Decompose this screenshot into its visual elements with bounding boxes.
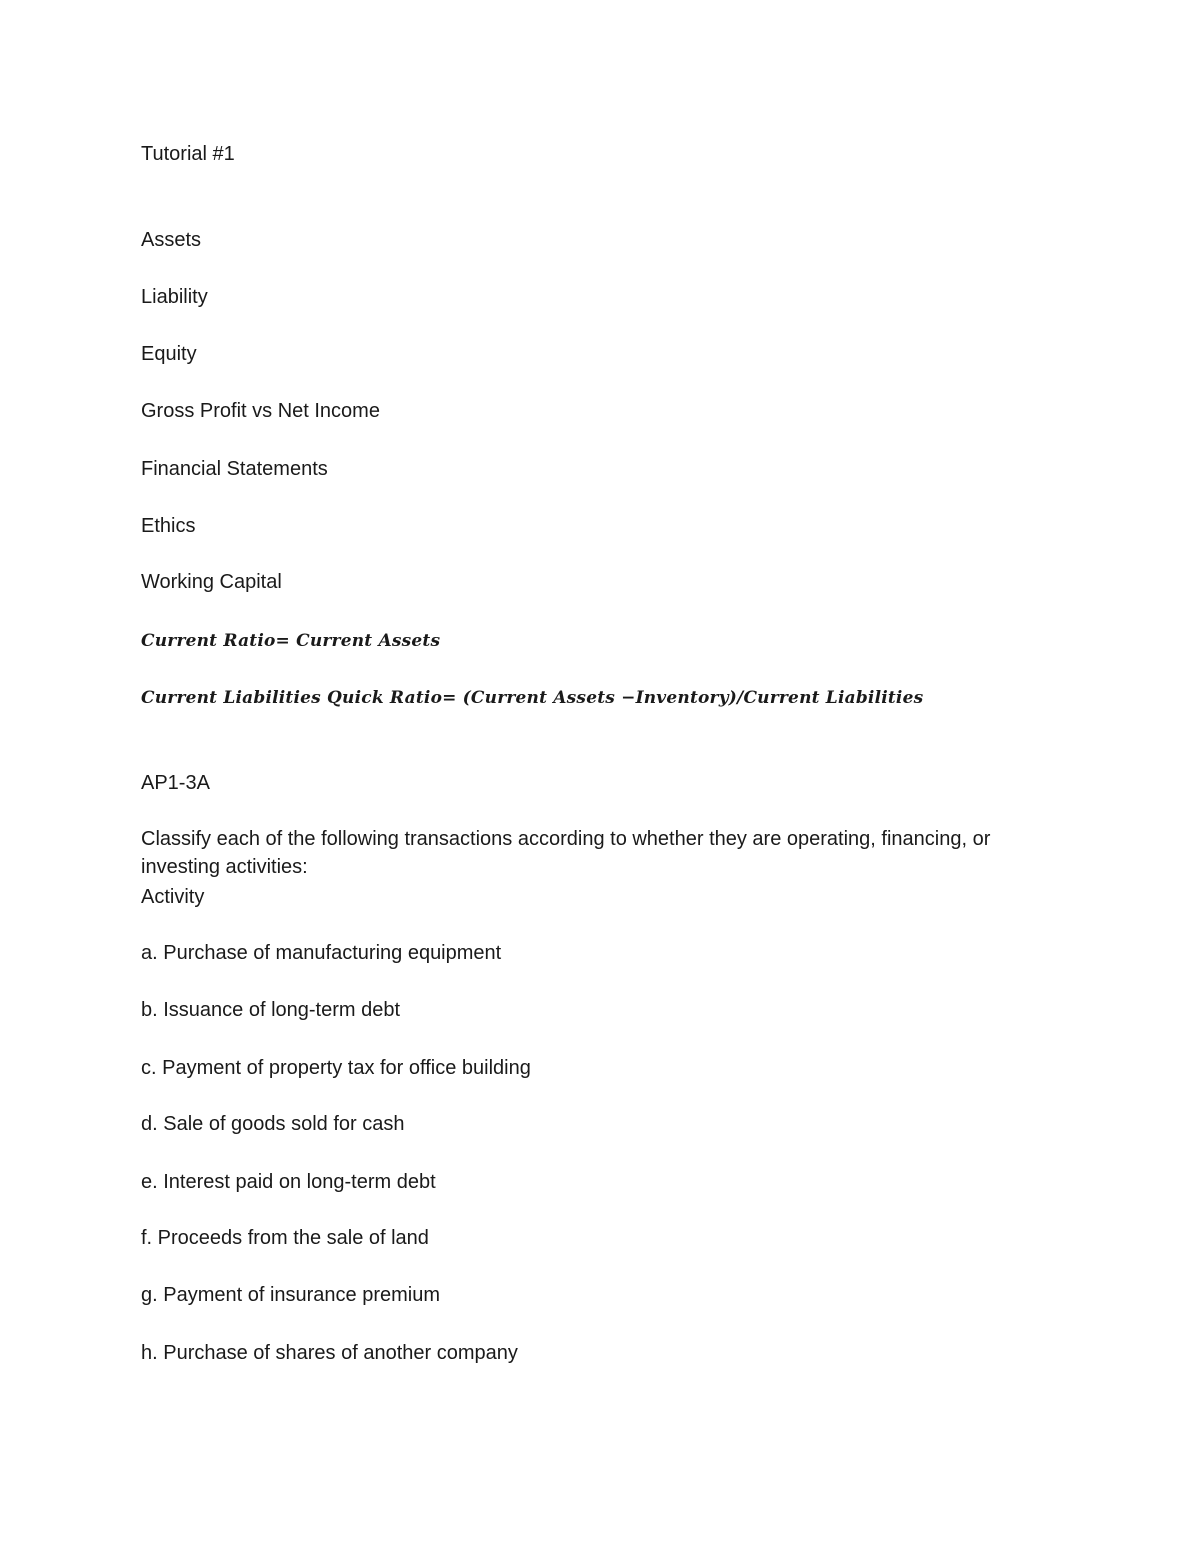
activity-header: Activity [141, 886, 205, 908]
topic-item: Assets [141, 229, 202, 251]
activity-item: d. Sale of goods sold for cash [141, 1113, 405, 1135]
activity-item: b. Issuance of long-term debt [141, 999, 401, 1021]
activity-item: a. Purchase of manufacturing equipment [141, 942, 502, 964]
activity-item: c. Payment of property tax for office building [141, 1057, 531, 1079]
topic-item: Equity [141, 343, 197, 365]
topic-item: Ethics [141, 515, 196, 537]
activity-item: e. Interest paid on long-term debt [141, 1171, 436, 1193]
problem-code: AP1-3A [141, 772, 210, 794]
activity-item: f. Proceeds from the sale of land [141, 1227, 429, 1249]
formula-quick-ratio: Current Liabilities Quick Ratio= (Current Assets −Inventory)/Current Liabilities [141, 688, 924, 708]
topic-item: Liability [141, 286, 208, 308]
topic-item: Gross Profit vs Net Income [141, 400, 380, 422]
activity-item: h. Purchase of shares of another company [141, 1342, 518, 1364]
formula-current-ratio: Current Ratio= Current Assets [141, 631, 441, 651]
topic-item: Working Capital [141, 571, 282, 593]
topic-item: Financial Statements [141, 458, 328, 480]
document-title: Tutorial #1 [141, 143, 235, 165]
problem-instruction: Classify each of the following transactions according to whether they are operating, financing, or investing activities: [141, 828, 991, 878]
activity-item: g. Payment of insurance premium [141, 1284, 441, 1306]
